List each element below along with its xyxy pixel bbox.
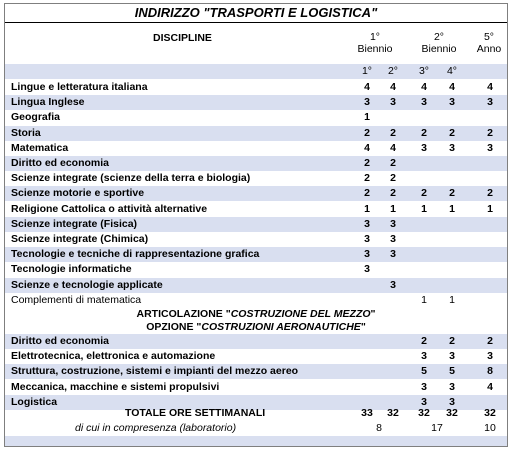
- hours-year-5: 2: [487, 126, 493, 139]
- hours-year-4: 3: [449, 395, 455, 408]
- total-year-3: 32: [418, 407, 430, 419]
- hours-year-5: 2: [487, 187, 493, 200]
- first-biennium-label: Biennio: [357, 43, 393, 55]
- hours-year-5: 2: [487, 335, 493, 347]
- subject-name: Scienze integrate (scienze della terra e biologia): [11, 172, 251, 185]
- total-year-4: 32: [446, 407, 458, 419]
- hours-year-1: 4: [364, 141, 370, 154]
- option-subject-row: [5, 349, 507, 364]
- hours-year-1: 1: [364, 111, 370, 124]
- table-title: INDIRIZZO "TRASPORTI E LOGISTICA": [5, 4, 507, 23]
- hours-year-3: 3: [421, 96, 427, 109]
- hours-year-5: 1: [487, 202, 493, 215]
- subject-name: Logistica: [11, 395, 58, 408]
- subject-name: Religione Cattolica o attività alternative: [11, 202, 208, 215]
- subject-row: [5, 293, 507, 308]
- subject-row: [5, 80, 507, 95]
- total-year-1: 33: [361, 407, 373, 419]
- hours-year-3: 2: [421, 187, 427, 200]
- hours-year-1: 1: [364, 202, 370, 215]
- year-header-row: [5, 64, 507, 79]
- hours-year-2: 3: [390, 233, 396, 245]
- first-biennium-header: [350, 31, 400, 55]
- subject-row: [5, 186, 507, 201]
- hours-year-3: 3: [421, 380, 427, 393]
- hours-year-2: 2: [390, 157, 396, 169]
- hours-year-2: 3: [390, 248, 396, 261]
- hours-year-4: 2: [449, 126, 455, 139]
- compresenza-row: [5, 421, 507, 436]
- hours-year-1: 3: [364, 248, 370, 261]
- opzione-suffix: ": [360, 321, 366, 333]
- hours-year-2: 1: [390, 202, 396, 215]
- subject-name: Complementi di matematica: [11, 293, 142, 306]
- fifth-year-ordinal: 5°: [483, 31, 495, 43]
- hours-year-2: 4: [390, 81, 396, 93]
- hours-year-3: 1: [421, 202, 427, 215]
- hours-year-3: 2: [421, 335, 427, 347]
- footer-band: [5, 436, 507, 446]
- discipline-header: DISCIPLINE: [153, 32, 212, 44]
- hours-year-4: 3: [449, 141, 455, 154]
- subject-row: [5, 141, 507, 156]
- hours-year-1: 2: [364, 126, 370, 139]
- subject-row: [5, 217, 507, 232]
- articolazione-name: COSTRUZIONE DEL MEZZO: [230, 308, 371, 320]
- first-biennium-ordinal: 1°: [369, 31, 381, 43]
- compresenza-biennio-2: 17: [431, 422, 443, 434]
- total-hours-label: TOTALE ORE SETTIMANALI: [125, 407, 266, 419]
- hours-year-2: 2: [390, 187, 396, 200]
- subject-row: [5, 247, 507, 262]
- hours-year-2: 3: [390, 217, 396, 230]
- subject-name: Scienze integrate (Chimica): [11, 233, 149, 245]
- subject-name: Meccanica, macchine e sistemi propulsivi: [11, 380, 220, 393]
- option-subject-row: [5, 380, 507, 395]
- hours-year-2: 4: [390, 141, 396, 154]
- compresenza-biennio-1: 8: [376, 422, 382, 434]
- hours-year-4: 3: [449, 350, 455, 363]
- hours-year-4: 4: [449, 81, 455, 93]
- year-4: 4°: [446, 65, 458, 77]
- option-subject-row: [5, 334, 507, 349]
- subject-row: [5, 202, 507, 217]
- subject-name: Storia: [11, 126, 41, 139]
- subject-name: Scienze e tecnologie applicate: [11, 278, 163, 291]
- total-year-5: 32: [484, 407, 496, 419]
- subject-row: [5, 156, 507, 171]
- subject-name: Diritto ed economia: [11, 335, 110, 347]
- hours-year-3: 3: [421, 350, 427, 363]
- subject-row: [5, 232, 507, 247]
- subject-name: Lingua Inglese: [11, 96, 85, 109]
- hours-year-2: 2: [390, 172, 396, 185]
- curriculum-table: [4, 3, 508, 447]
- hours-year-1: 3: [364, 217, 370, 230]
- year-3: 3°: [418, 65, 430, 77]
- hours-year-3: 3: [421, 141, 427, 154]
- hours-year-1: 4: [364, 81, 370, 93]
- subject-name: Tecnologie e tecniche di rappresentazione grafica: [11, 248, 260, 261]
- second-biennium-header: [414, 31, 464, 55]
- hours-year-2: 2: [390, 126, 396, 139]
- option-subject-row: [5, 364, 507, 379]
- subject-name: Diritto ed economia: [11, 157, 110, 169]
- second-biennium-label: Biennio: [421, 43, 457, 55]
- subject-name: Elettrotecnica, elettronica e automazione: [11, 350, 216, 363]
- hours-year-1: 2: [364, 187, 370, 200]
- hours-year-4: 3: [449, 380, 455, 393]
- hours-year-3: 4: [421, 81, 427, 93]
- hours-year-1: 2: [364, 157, 370, 169]
- hours-year-3: 1: [421, 293, 427, 306]
- hours-year-5: 4: [487, 81, 493, 93]
- subject-row: [5, 110, 507, 125]
- subject-name: Lingue e letteratura italiana: [11, 81, 148, 93]
- hours-year-5: 3: [487, 350, 493, 363]
- compresenza-anno-5: 10: [484, 422, 496, 434]
- subject-name: Matematica: [11, 141, 69, 154]
- hours-year-5: 8: [487, 365, 493, 378]
- subject-name: Struttura, costruzione, sistemi e impianti del mezzo aereo: [11, 365, 299, 378]
- subject-row: [5, 262, 507, 277]
- hours-year-3: 3: [421, 395, 427, 408]
- subject-name: Tecnologie informatiche: [11, 263, 132, 276]
- hours-year-3: 5: [421, 365, 427, 378]
- subject-name: Scienze motorie e sportive: [11, 187, 145, 200]
- hours-year-4: 1: [449, 293, 455, 306]
- hours-year-4: 5: [449, 365, 455, 378]
- subject-row: [5, 278, 507, 293]
- hours-year-5: 3: [487, 96, 493, 109]
- hours-year-1: 3: [364, 263, 370, 276]
- hours-year-5: 3: [487, 141, 493, 154]
- hours-year-4: 2: [449, 335, 455, 347]
- hours-year-2: 3: [390, 278, 396, 291]
- year-1: 1°: [361, 65, 373, 77]
- subject-row: [5, 126, 507, 141]
- opzione-prefix: OPZIONE ": [146, 321, 202, 333]
- articolazione-suffix: ": [370, 308, 376, 320]
- hours-year-1: 2: [364, 172, 370, 185]
- hours-year-2: 3: [390, 96, 396, 109]
- fifth-year-label: Anno: [476, 43, 502, 55]
- subject-row: [5, 95, 507, 110]
- total-hours-row: [5, 406, 507, 421]
- subject-name: Scienze integrate (Fisica): [11, 217, 138, 230]
- compresenza-label: di cui in compresenza (laboratorio): [75, 422, 237, 434]
- hours-year-5: 4: [487, 380, 493, 393]
- hours-year-4: 2: [449, 187, 455, 200]
- opzione-heading: [5, 321, 507, 334]
- hours-year-1: 3: [364, 233, 370, 245]
- hours-year-3: 2: [421, 126, 427, 139]
- fifth-year-header: [472, 31, 506, 55]
- hours-year-4: 1: [449, 202, 455, 215]
- subject-row: [5, 171, 507, 186]
- subject-name: Geografia: [11, 111, 61, 124]
- hours-year-4: 3: [449, 96, 455, 109]
- hours-year-1: 3: [364, 96, 370, 109]
- second-biennium-ordinal: 2°: [433, 31, 445, 43]
- opzione-name: COSTRUZIONI AERONAUTICHE: [201, 321, 361, 333]
- year-2: 2°: [387, 65, 399, 77]
- articolazione-prefix: ARTICOLAZIONE ": [136, 308, 231, 320]
- total-year-2: 32: [387, 407, 399, 419]
- articolazione-heading: [5, 308, 507, 321]
